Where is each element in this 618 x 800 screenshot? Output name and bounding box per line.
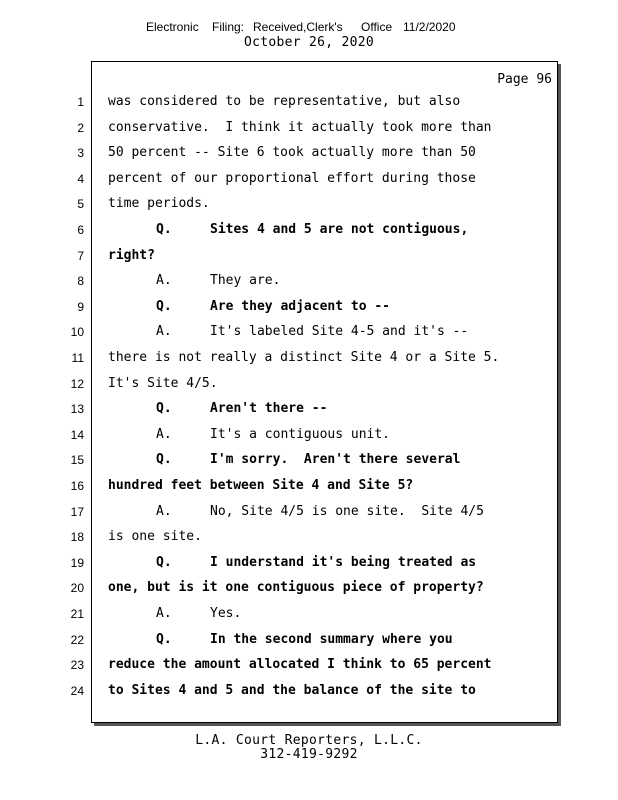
line-content	[156, 222, 468, 237]
line-content	[108, 657, 492, 672]
line-text: hundred feet between Site 4 and Site 5?	[108, 478, 414, 493]
line-number: 16	[70, 479, 84, 493]
line-number: 3	[77, 146, 84, 161]
speaker-label: Q.	[156, 222, 172, 237]
transcript-line	[0, 195, 618, 215]
speaker-label: Q.	[156, 452, 172, 468]
line-text: is one site.	[108, 529, 202, 545]
transcript-line	[0, 451, 618, 471]
line-number: 13	[70, 402, 84, 417]
line-text: one, but is it one contiguous piece of property?	[108, 580, 484, 596]
transcript-line	[0, 579, 618, 599]
transcript-line	[0, 349, 618, 369]
transcript-line	[0, 298, 618, 318]
transcript-line	[0, 554, 618, 574]
line-content	[156, 606, 241, 621]
transcript-line	[0, 247, 618, 267]
filing-label-received: Received,Clerk's	[253, 20, 343, 34]
line-number: 1	[77, 95, 84, 109]
transcript-line	[0, 375, 618, 395]
line-text: They are.	[210, 273, 281, 289]
line-content	[156, 273, 280, 288]
line-text: conservative. I think it actually took more than	[108, 119, 492, 135]
transcript-line	[0, 656, 618, 676]
line-text: I understand it's being treated as	[210, 554, 477, 570]
line-content	[108, 350, 499, 365]
line-content	[108, 171, 476, 186]
filing-label-filing: Filing:	[212, 20, 245, 34]
line-text: right?	[108, 247, 155, 263]
line-content	[156, 401, 327, 416]
line-text: No, Site 4/5 is one site. Site 4/5	[210, 503, 484, 519]
line-text: time periods.	[108, 196, 210, 212]
transcript-line	[0, 323, 618, 343]
transcript-line	[0, 631, 618, 651]
line-number: 5	[77, 197, 84, 212]
transcript-line	[0, 119, 618, 139]
line-number: 20	[70, 581, 84, 596]
hearing-date: October 26, 2020	[243, 35, 375, 50]
line-number: 23	[70, 658, 84, 673]
speaker-label: Q.	[156, 631, 172, 647]
line-number: 6	[77, 223, 84, 237]
line-number: 12	[70, 376, 84, 391]
speaker-label: A.	[156, 426, 172, 442]
line-text: It's labeled Site 4-5 and it's --	[210, 324, 469, 340]
line-content	[156, 324, 468, 339]
line-content	[156, 299, 390, 314]
line-number: 10	[70, 325, 84, 340]
line-number: 11	[71, 351, 84, 365]
line-text: It's a contiguous unit.	[210, 426, 391, 442]
line-content	[108, 120, 492, 135]
speaker-label: A.	[156, 606, 172, 621]
line-number: 22	[70, 632, 84, 647]
speaker-label: A.	[156, 273, 172, 289]
line-content	[108, 145, 476, 160]
transcript-line	[0, 528, 618, 548]
transcript-line	[0, 400, 618, 420]
line-text: percent of our proportional effort during those	[108, 170, 476, 186]
line-text: was considered to be representative, but also	[108, 94, 461, 109]
line-text: Aren't there --	[210, 401, 328, 417]
speaker-label: A.	[156, 503, 172, 519]
court-reporter-phone: 312-419-9292	[260, 747, 358, 762]
speaker-label: Q.	[156, 554, 172, 570]
transcript-line	[0, 605, 618, 625]
line-text: Yes.	[210, 606, 242, 621]
line-content	[156, 504, 484, 519]
transcript-line	[0, 477, 618, 497]
line-content	[108, 196, 210, 211]
line-text: Sites 4 and 5 are not contiguous,	[210, 222, 469, 237]
filing-date: 11/2/2020	[403, 20, 456, 34]
line-content	[108, 478, 413, 493]
line-number: 7	[77, 248, 84, 263]
filing-label-office: Office	[361, 20, 393, 34]
line-content	[156, 555, 476, 570]
line-number: 18	[70, 530, 84, 545]
line-text: 50 percent -- Site 6 took actually more than 50	[108, 145, 476, 161]
line-number: 15	[70, 453, 84, 468]
page-number: Page 96	[497, 72, 552, 87]
court-reporter-name: L.A. Court Reporters, L.L.C.	[195, 733, 423, 748]
speaker-label: Q.	[156, 298, 172, 314]
speaker-label: A.	[156, 324, 172, 340]
transcript-line	[0, 170, 618, 190]
transcript-line	[0, 682, 618, 702]
line-text: In the second summary where you	[210, 631, 453, 647]
line-number: 8	[77, 274, 84, 289]
line-text: I'm sorry. Aren't there several	[210, 452, 461, 468]
filing-label-electronic: Electronic	[146, 20, 199, 34]
transcript-line	[0, 93, 618, 113]
line-content	[108, 529, 202, 544]
line-text: It's Site 4/5.	[108, 375, 218, 391]
line-number: 14	[70, 427, 84, 442]
line-content	[108, 248, 155, 263]
line-content	[108, 94, 460, 109]
line-content	[156, 452, 460, 467]
line-number: 2	[77, 120, 84, 135]
line-content	[108, 376, 218, 391]
line-text: to Sites 4 and 5 and the balance of the site to	[108, 682, 476, 698]
line-text: Are they adjacent to --	[210, 298, 391, 314]
transcript-line	[0, 503, 618, 523]
line-number: 9	[77, 299, 84, 314]
line-number: 19	[70, 555, 84, 570]
transcript-line	[0, 144, 618, 164]
transcript-line	[0, 221, 618, 241]
line-text: reduce the amount allocated I think to 65 percent	[108, 657, 492, 673]
line-content	[108, 580, 484, 595]
line-text: there is not really a distinct Site 4 or a Site 5.	[108, 350, 500, 365]
speaker-label: Q.	[156, 401, 172, 417]
line-content	[156, 427, 390, 442]
line-number: 4	[77, 171, 84, 186]
transcript-line	[0, 426, 618, 446]
transcript-line	[0, 272, 618, 292]
line-content	[108, 683, 476, 698]
line-number: 21	[70, 607, 84, 621]
line-content	[156, 632, 453, 647]
line-number: 24	[70, 683, 84, 698]
line-number: 17	[70, 504, 84, 519]
